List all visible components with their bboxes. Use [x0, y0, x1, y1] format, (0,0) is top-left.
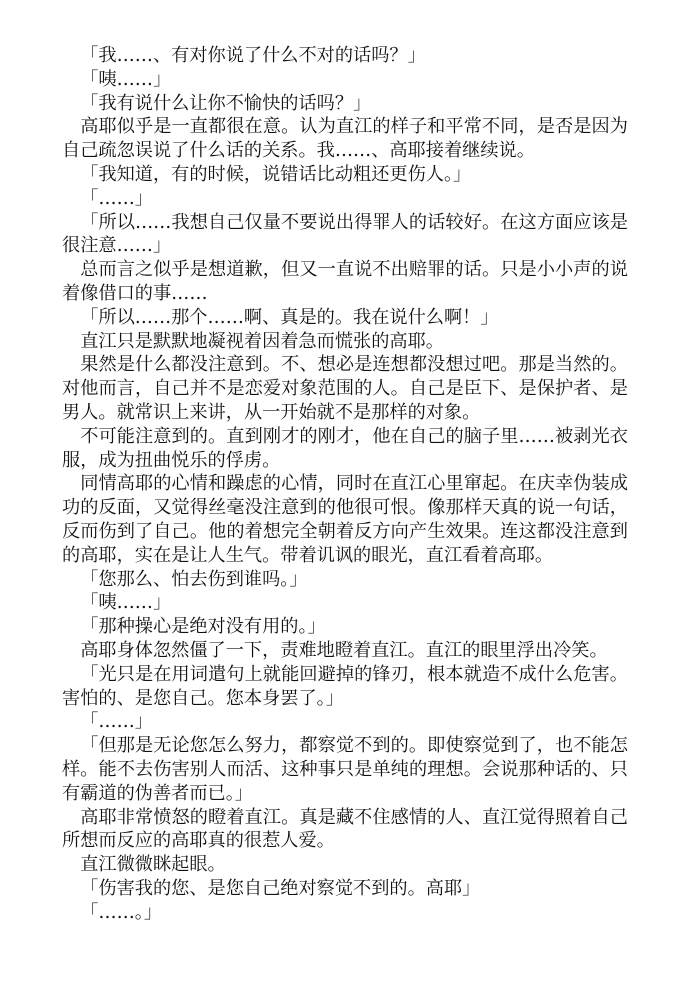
narration-paragraph: 同情高耶的心情和躁虑的心情，同时在直江心里窜起。在庆幸伪装成功的反面，又觉得丝毫没注意到的他很可恨。像那样天真的说一句话，反而伤到了自己。他的着想完全朝着反方向产生效果。连这都没注意到的高耶，实在是让人生气。带着讥讽的眼光，直江看着高耶。	[62, 473, 628, 566]
dialogue-line: 「那种操心是绝对没有用的。」	[80, 616, 326, 638]
dialogue-line: 「咦……」	[80, 68, 172, 90]
narration-paragraph: 直江微微眯起眼。	[80, 854, 226, 876]
narration-paragraph: 高耶身体忽然僵了一下，责难地瞪着直江。直江的眼里浮出冷笑。	[80, 639, 608, 661]
dialogue-line: 「……」	[80, 187, 153, 209]
dialogue-line: 「您那么、怕去伤到谁吗。」	[80, 568, 308, 590]
dialogue-line: 「我有说什么让你不愉快的话吗？」	[80, 92, 372, 114]
document-page	[62, 44, 628, 924]
dialogue-line: 「所以……我想自己仅量不要说出得罪人的话较好。在这方面应该是很注意……」	[62, 211, 628, 257]
dialogue-line: 「我知道，有的时候，说错话比动粗还更伤人。」	[80, 163, 472, 185]
dialogue-line: 「……」	[80, 711, 153, 733]
dialogue-line: 「光只是在用词遣句上就能回避掉的锋刃，根本就造不成什么危害。害怕的、是您自己。您本身罢了。」	[62, 663, 628, 709]
dialogue-line: 「我……、有对你说了什么不对的话吗？」	[80, 45, 426, 66]
dialogue-line: 「但那是无论您怎么努力，都察觉不到的。即使察觉到了，也不能怎样。能不去伤害别人而活、这种事只是单纯的理想。会说那种话的、只有霸道的伪善者而已。」	[62, 735, 628, 804]
narration-paragraph: 果然是什么都没注意到。不、想必是连想都没想过吧。那是当然的。对他而言，自己并不是恋爱对象范围的人。自己是臣下、是保护者、是男人。就常识上来讲，从一开始就不是那样的对象。	[62, 354, 628, 423]
narration-paragraph: 高耶非常愤怒的瞪着直江。真是藏不住感情的人、直江觉得照着自己所想而反应的高耶真的很惹人爱。	[62, 806, 628, 852]
dialogue-line: 「所以……那个……啊、真是的。我在说什么啊！」	[80, 306, 499, 328]
dialogue-line: 「咦……」	[80, 592, 172, 614]
narration-paragraph: 直江只是默默地凝视着因着急而慌张的高耶。	[80, 330, 444, 352]
dialogue-line: 「……。」	[80, 901, 163, 923]
dialogue-line: 「伤害我的您、是您自己绝对察觉不到的。高耶」	[80, 877, 481, 899]
narration-paragraph: 不可能注意到的。直到刚才的刚才，他在自己的脑子里……被剥光衣服，成为扭曲悦乐的俘虏。	[62, 425, 628, 471]
narration-paragraph: 高耶似乎是一直都很在意。认为直江的样子和平常不同，是否是因为自己疏忽误说了什么话的关系。我……、高耶接着继续说。	[62, 116, 628, 162]
narration-paragraph: 总而言之似乎是想道歉，但又一直说不出赔罪的话。只是小小声的说着像借口的事……	[62, 259, 628, 304]
